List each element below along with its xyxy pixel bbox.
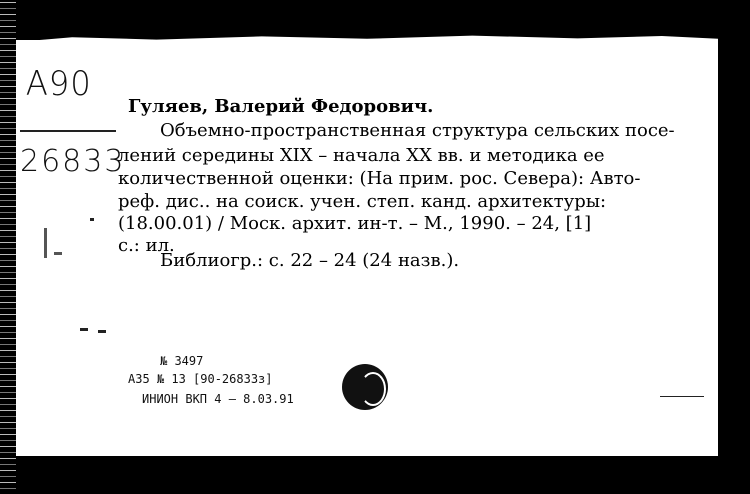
handwritten-underline bbox=[20, 130, 116, 132]
mark-dash bbox=[90, 218, 94, 221]
title-line: количественной оценки: (На прим. рос. Севера): Авто- bbox=[118, 168, 641, 189]
mark-dash bbox=[660, 396, 704, 397]
title-line: Объемно-пространственная структура сельских посе- bbox=[160, 120, 675, 141]
scan-edge-left bbox=[0, 0, 16, 494]
inion-reference: ИНИОН ВКП 4 – 8.03.91 bbox=[142, 392, 294, 406]
bibliography-note: Библиогр.: с. 22 – 24 (24 назв.). bbox=[160, 250, 460, 271]
author-heading: Гуляев, Валерий Федорович. bbox=[128, 96, 434, 117]
stamp-inner-mark bbox=[360, 372, 386, 406]
title-line: реф. дис.. на соиск. учен. степ. канд. архитектуры: bbox=[118, 191, 607, 212]
scan-edge-right bbox=[718, 0, 750, 494]
scan-speck bbox=[44, 228, 47, 258]
call-number-inventory: 26833 bbox=[20, 144, 126, 179]
title-line: (18.00.01) / Моск. архит. ин-т. – М., 1990. – 24, [1] bbox=[118, 213, 592, 234]
title-line: лений середины XIX – начала XX вв. и методика ее bbox=[118, 145, 605, 166]
title-line: с.: ил. bbox=[118, 235, 175, 256]
mark-dash bbox=[80, 328, 88, 331]
mark-dash bbox=[98, 330, 106, 333]
scan-speck bbox=[54, 252, 62, 255]
registration-number: № 3497 bbox=[160, 354, 204, 368]
list-reference: А35 № 13 [90-26833з] bbox=[128, 372, 273, 386]
round-stamp-icon bbox=[342, 364, 388, 410]
call-number-shelf: A90 bbox=[25, 64, 92, 104]
